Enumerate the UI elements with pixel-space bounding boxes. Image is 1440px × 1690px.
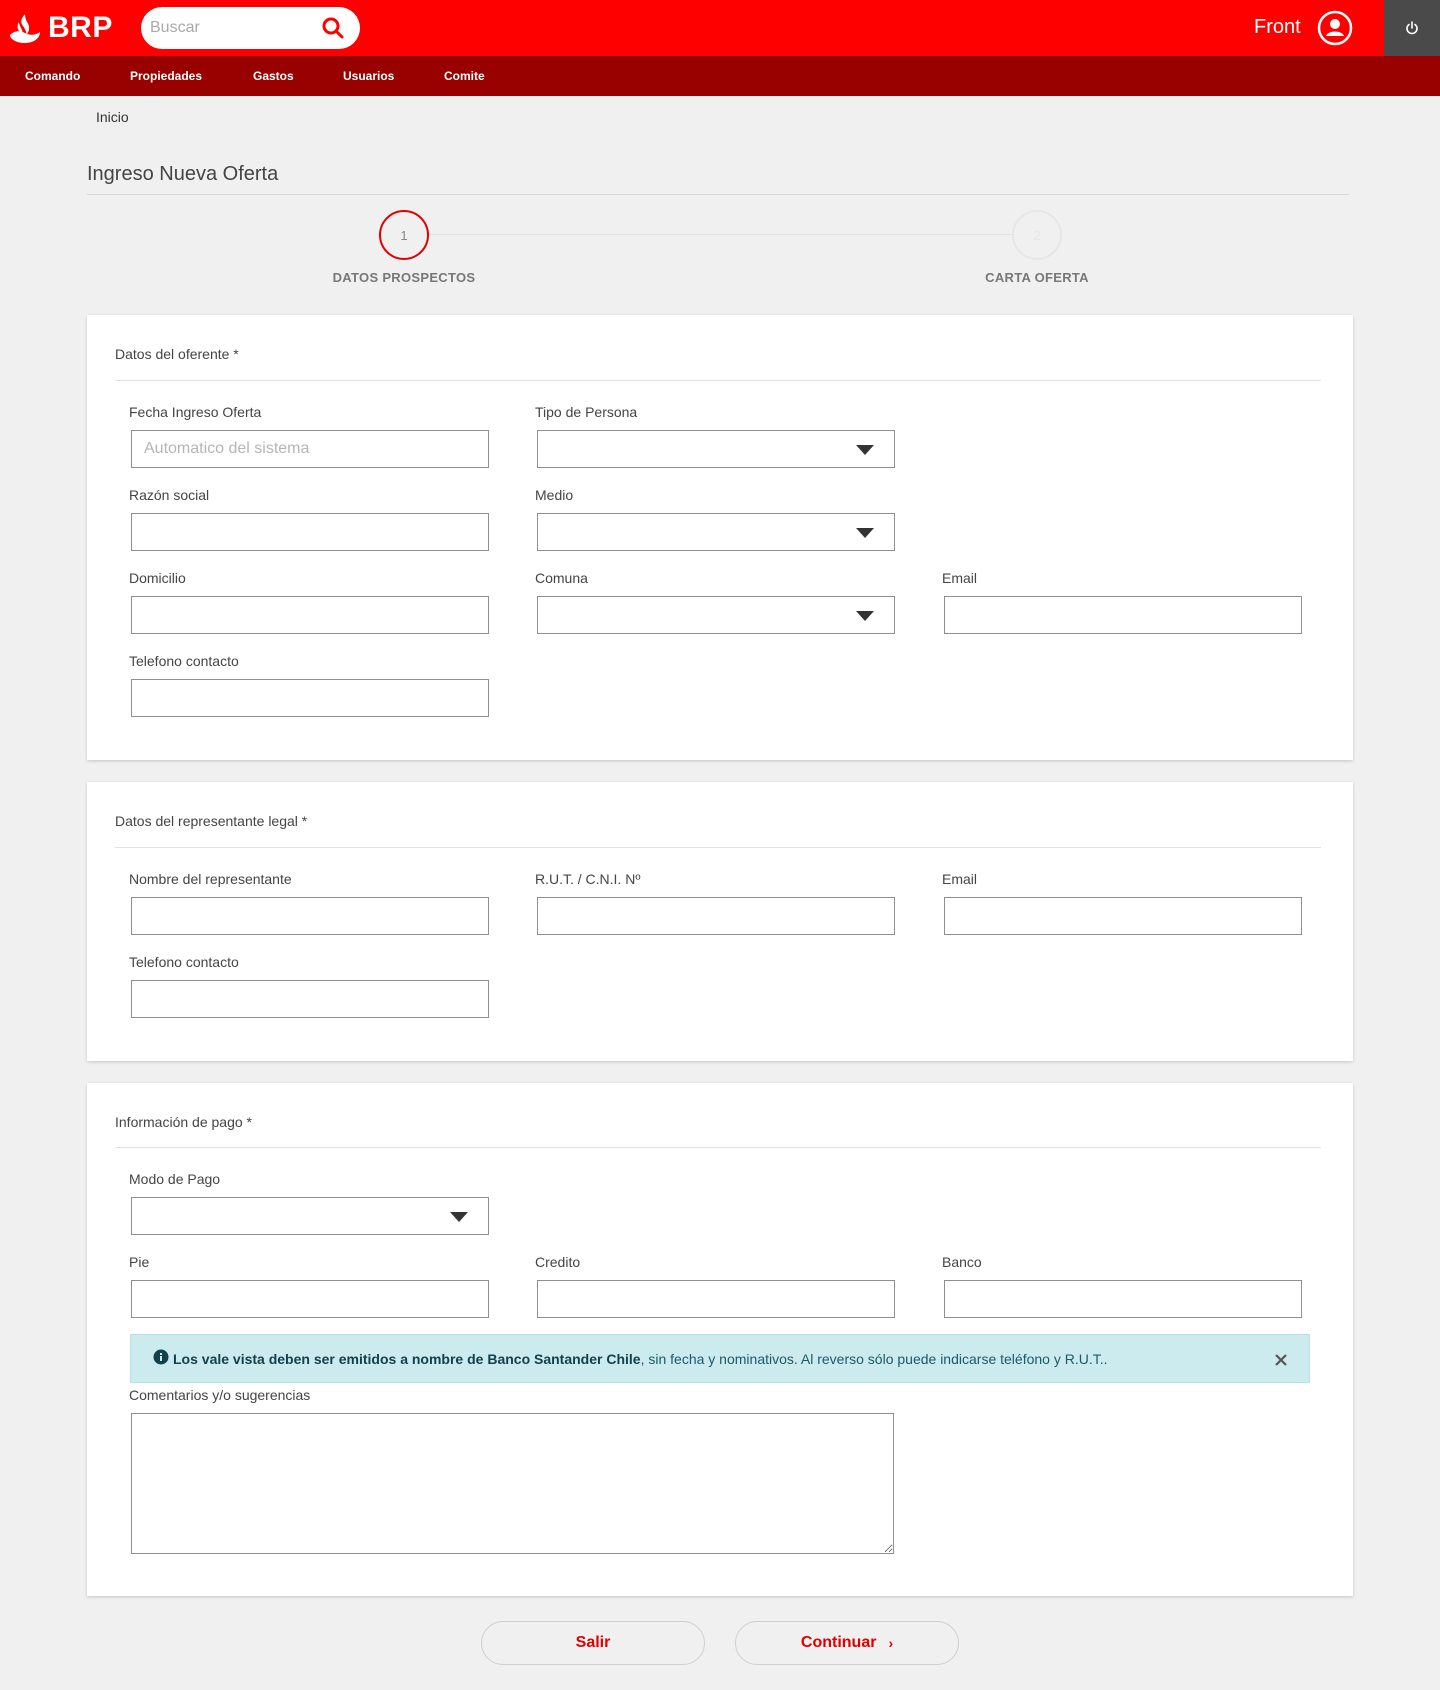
representante-email-input[interactable] [944, 897, 1302, 935]
nav-item-comando[interactable]: Comando [25, 69, 81, 83]
modo-pago-label: Modo de Pago [129, 1171, 221, 1187]
power-icon [1405, 21, 1419, 35]
flame-logo-icon [8, 12, 42, 44]
continuar-button[interactable] [735, 1621, 959, 1665]
step-2-label: CARTA OFERTA [985, 270, 1089, 285]
comentarios-label: Comentarios y/o sugerencias [129, 1387, 311, 1403]
oferente-telefono-input[interactable] [131, 679, 489, 717]
tipo-persona-label: Tipo de Persona [535, 404, 638, 420]
close-icon[interactable] [1274, 1353, 1288, 1367]
user-avatar-icon[interactable] [1317, 10, 1353, 46]
banco-label: Banco [942, 1254, 982, 1270]
top-bar [0, 0, 1440, 56]
oferente-divider [115, 380, 1321, 381]
tipo-persona-select[interactable] [537, 430, 895, 468]
domicilio-label: Domicilio [129, 570, 186, 586]
step-1-indicator[interactable]: 1 [379, 210, 429, 260]
representante-email-label: Email [942, 871, 978, 887]
alert-message-bold: Los vale vista deben ser emitidos a nombre de Banco Santander Chile [173, 1351, 641, 1367]
razon-social-input[interactable] [131, 513, 489, 551]
rut-label: R.U.T. / C.N.I. Nº [535, 871, 641, 887]
nav-item-gastos[interactable]: Gastos [253, 69, 294, 83]
oferente-telefono-label: Telefono contacto [129, 653, 239, 669]
medio-select[interactable] [537, 513, 895, 551]
brand-name: BRP [48, 11, 113, 44]
modo-pago-select[interactable] [131, 1197, 489, 1235]
credito-label: Credito [535, 1254, 581, 1270]
alert-message [173, 1351, 1108, 1367]
main-nav [0, 56, 1440, 96]
domicilio-input[interactable] [131, 596, 489, 634]
stepper-line [428, 234, 1012, 235]
pago-divider [115, 1147, 1321, 1148]
razon-social-label: Razón social [129, 487, 210, 503]
user-name[interactable]: Front [1254, 16, 1301, 38]
pie-label: Pie [129, 1254, 150, 1270]
nav-item-propiedades[interactable]: Propiedades [130, 69, 203, 83]
nombre-representante-label: Nombre del representante [129, 871, 292, 887]
salir-button[interactable] [481, 1621, 705, 1665]
step-1-label: DATOS PROSPECTOS [332, 270, 476, 285]
nombre-representante-input[interactable] [131, 897, 489, 935]
brand-logo[interactable] [8, 10, 113, 46]
comuna-select[interactable] [537, 596, 895, 634]
representante-panel [87, 782, 1353, 1061]
nav-item-usuarios[interactable]: Usuarios [343, 69, 395, 83]
fecha-ingreso-input[interactable] [131, 430, 489, 468]
medio-label: Medio [535, 487, 574, 503]
logout-button[interactable] [1384, 0, 1440, 56]
oferente-email-input[interactable] [944, 596, 1302, 634]
continuar-label: Continuar [800, 1634, 877, 1651]
nav-item-comite[interactable]: Comite [444, 69, 485, 83]
info-alert [130, 1334, 1310, 1383]
representante-telefono-label: Telefono contacto [129, 954, 239, 970]
banco-input[interactable] [944, 1280, 1302, 1318]
step-2-indicator[interactable]: 2 [1012, 210, 1062, 260]
fecha-ingreso-label: Fecha Ingreso Oferta [129, 404, 262, 420]
salir-label: Salir [575, 1634, 611, 1651]
pie-input[interactable] [131, 1280, 489, 1318]
comuna-label: Comuna [535, 570, 588, 586]
page-title: Ingreso Nueva Oferta [87, 163, 279, 185]
info-icon [153, 1349, 169, 1365]
pago-panel [87, 1083, 1353, 1596]
chevron-down-icon [856, 611, 874, 621]
chevron-down-icon [856, 445, 874, 455]
chevron-down-icon [856, 528, 874, 538]
rut-input[interactable] [537, 897, 895, 935]
alert-message-rest: , sin fecha y nominativos. Al reverso sólo puede indicarse teléfono y R.U.T.. [640, 1351, 1108, 1367]
pago-title: Información de pago * [115, 1114, 252, 1130]
representante-divider [115, 847, 1321, 848]
oferente-panel [87, 315, 1353, 760]
search-input[interactable] [150, 13, 315, 43]
chevron-right-icon: › [888, 1635, 894, 1651]
oferente-email-label: Email [942, 570, 978, 586]
credito-input[interactable] [537, 1280, 895, 1318]
title-divider [87, 194, 1349, 195]
search-box [141, 7, 360, 49]
breadcrumb[interactable]: Inicio [96, 109, 129, 125]
comentarios-textarea[interactable] [131, 1413, 894, 1554]
oferente-title: Datos del oferente * [115, 346, 239, 362]
representante-title: Datos del representante legal * [115, 813, 308, 829]
search-icon[interactable] [321, 16, 345, 40]
representante-telefono-input[interactable] [131, 980, 489, 1018]
chevron-down-icon [450, 1212, 468, 1222]
